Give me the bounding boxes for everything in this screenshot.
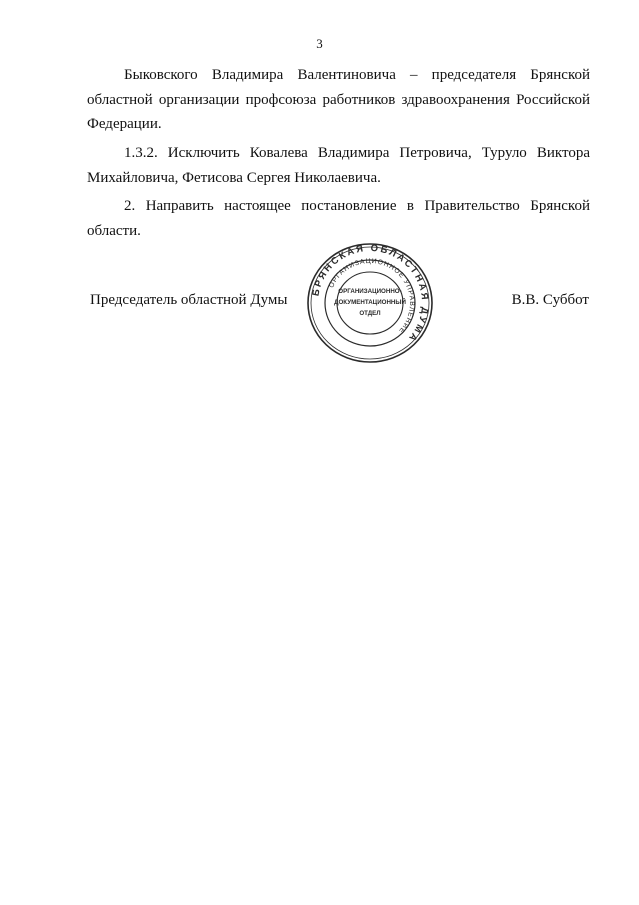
- page-number: 3: [316, 36, 323, 51]
- text-line: областной организации профсоюза работников здравоохранения Российской: [87, 91, 590, 108]
- text-line: Быковского Владимира Валентиновича – председателя Брянской: [124, 67, 590, 83]
- text-line: области.: [87, 222, 141, 239]
- official-seal: [304, 241, 436, 365]
- text-line: 2. Направить настоящее постановление в Правительство Брянской: [124, 198, 590, 214]
- seal-center-line: ОРГАНИЗАЦИОННО-: [338, 288, 402, 295]
- seal-inner-ring-text: ОРГАНИЗАЦИОННОЕ УПРАВЛЕНИЕ: [328, 257, 416, 335]
- seal-center-line: ДОКУМЕНТАЦИОННЫЙ: [334, 299, 406, 306]
- signature-title: Председатель областной Думы: [90, 292, 288, 308]
- seal-outer-text: БРЯНСКАЯ ОБЛАСТНАЯ ДУМА: [310, 242, 431, 345]
- paragraph-byikovsky: [87, 63, 590, 137]
- text-line: Федерации.: [87, 116, 162, 132]
- paragraph-direct-to-government: [87, 194, 590, 243]
- paragraph-exclusion: [87, 141, 590, 190]
- signature-name: В.В. Суббот: [511, 292, 589, 308]
- text-line: Михайловича, Фетисова Сергея Николаевича.: [87, 169, 381, 186]
- text-line: 1.3.2. Исключить Ковалева Владимира Петровича, Туруло Виктора: [124, 145, 590, 161]
- seal-center-line: ОТДЕЛ: [359, 310, 381, 317]
